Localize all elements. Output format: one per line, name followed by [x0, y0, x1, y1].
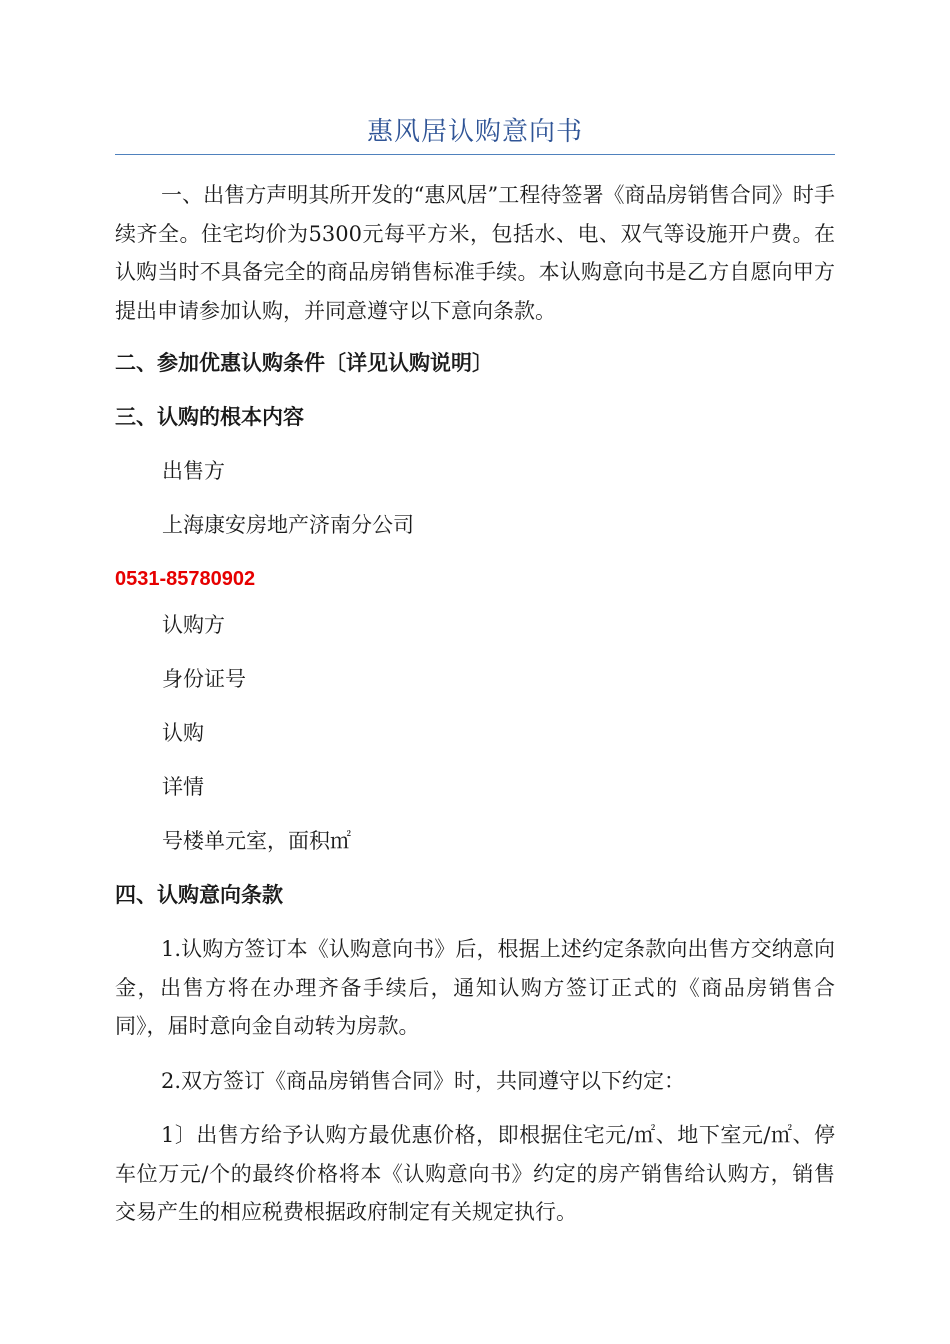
- purchase-label: 认购: [162, 721, 204, 745]
- clause-1-paragraph: 1.认购方签订本《认购意向书》后，根据上述约定条款向出售方交纳意向金，出售方将在办理齐备手续后，通知认购方签订正式的《商品房销售合同》，届时意向金自动转为房款。: [115, 937, 835, 1038]
- section-3-heading: 三、认购的根本内容: [115, 405, 304, 429]
- title-underline: [115, 154, 835, 155]
- clause-2-paragraph: 2.双方签订《商品房销售合同》时，共同遵守以下约定：: [161, 1069, 686, 1093]
- seller-name: 上海康安房地产济南分公司: [162, 513, 414, 537]
- unit-area-line: 号楼单元室，面积㎡: [162, 829, 351, 853]
- id-number-label: 身份证号: [162, 667, 246, 691]
- clause-2-1-paragraph: 1〕出售方给予认购方最优惠价格，即根据住宅元/㎡、地下室元/㎡、停车位万元/个的最终价格将本《认购意向书》约定的房产销售给认购方，销售交易产生的相应税费根据政府制定有关规定执行。: [115, 1123, 835, 1224]
- seller-label: 出售方: [162, 459, 225, 483]
- section-4-heading: 四、认购意向条款: [115, 883, 283, 907]
- section-1-paragraph: 一、出售方声明其所开发的“惠风居”工程待签署《商品房销售合同》时手续齐全。住宅均价为5300元每平方米，包括水、电、双气等设施开户费。在认购当时不具备完全的商品房销售标准手续。本认购意向书是乙方自愿向甲方提出申请参加认购，并同意遵守以下意向条款。: [115, 183, 835, 323]
- details-label: 详情: [162, 775, 204, 799]
- phone-number: 0531-85780902: [115, 568, 256, 590]
- document-title: 惠风居认购意向书: [366, 117, 583, 147]
- buyer-label: 认购方: [162, 613, 225, 637]
- section-2-heading: 二、参加优惠认购条件〔详见认购说明〕: [115, 351, 493, 375]
